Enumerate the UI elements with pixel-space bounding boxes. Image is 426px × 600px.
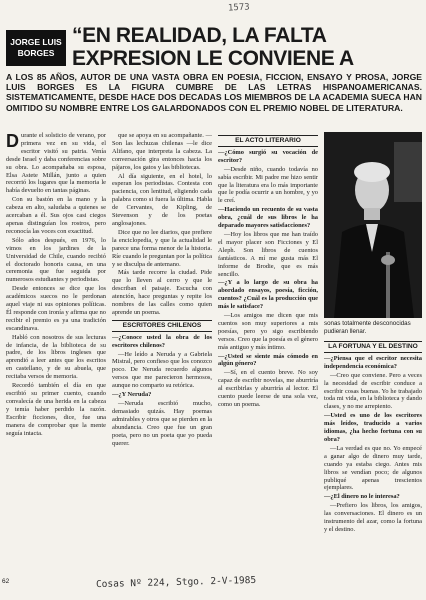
- paragraph: Desde entonces se dice que los académicos suecos no le perdonan aquel viaje ni sus opiniones políticas. Él responde con ironía y afirma que no recibir el premio es ya una tradición escandinava.: [6, 285, 106, 332]
- interview-question: —¿Cómo surgió su vocación de escritor?: [218, 148, 318, 164]
- interview-answer: —Hoy los libros que me han traído el mayor placer son Ficciones y El Aleph. Son libros de cuentos fantásticos. A mí me gusta más El informe de Brodie, que es más sencillo.: [218, 230, 318, 278]
- subhead: A LOS 85 AÑOS, AUTOR DE UNA VASTA OBRA EN POESIA, FICCION, ENSAYO Y PROSA, JORGE LUIS BORGES ES LA FIGURA CUMBRE DE LAS LETRAS HISPANOAMERICANAS. SISTEMATICAMENTE, DESDE HACE DOS DECADAS LOS MIEMBROS DE LA ACADEMIA SUECA HAN OMITIDO SU NOMBRE ENTRE LOS GALARDONADOS CON EL PREMIO NOBEL DE LITERATURA.: [6, 72, 422, 113]
- interview-answer: —Sí, en el cuento breve. No soy capaz de escribir novelas, me aburriría al escribirlas y aburriría al lector. El cuento puede leerse de una sola vez, como un poema.: [218, 369, 318, 408]
- section-label-line2: BORGES: [17, 48, 55, 58]
- paragraph: Recordó también el día en que escribió su primer cuento, cuando convalecía de una herida en la cabeza y temía haber perdido la razón. Escribir ficciones, dice, fue una manera de comprobar que la mente seguía intacta.: [6, 382, 106, 437]
- headline: [72, 24, 426, 70]
- section-label-box: [6, 30, 66, 66]
- archive-stamp: 1573: [227, 2, 250, 14]
- section-heading-fortune-destiny: LA FORTUNA Y EL DESTINO: [324, 341, 422, 353]
- paragraph: Sólo años después, en 1976, lo vimos en los jardines de la Universidad de Chile, cuando recibió el doctorado honoris causa, en una ceremonia que fue seguida por numerosos estudiantes y periodistas.: [6, 236, 106, 284]
- interview-answer: —Creo que conviene. Pero a veces la necesidad de escribir conduce a escribir cosas buenas. Yo he trabajado toda mi vida, en la biblioteca y dando clases, y no me arrepiento.: [324, 371, 422, 411]
- interview-question: —¿Y Neruda?: [112, 391, 152, 399]
- paragraph: Al día siguiente, en el hotel, lo esperan los periodistas. Contesta con paciencia, con lentitud, eligiendo cada palabra como si fuera la última. Habla de Cervantes, de Kipling, de Stevenson y de los poetas anglosajones.: [112, 172, 212, 227]
- interview-question: —¿Y a lo largo de su obra ha abordado ensayos, poesía, ficción, cuentos? ¿Cuál es la producción que más le satisface?: [218, 279, 318, 311]
- paragraph: Dice que no lee diarios, que prefiere la enciclopedia, y que la actualidad le parece una forma menor de la historia. Ríe cuando le preguntan por la política y se disculpa de antemano.: [112, 228, 212, 268]
- headline-line2: EXPRESION LE CONVIENE A: [72, 47, 354, 70]
- borges-portrait-photo: [324, 132, 422, 318]
- interview-question: —¿El dinero no le interesa?: [324, 493, 400, 501]
- interview-question: —¿Usted se siente más cómodo en algún género?: [218, 352, 318, 368]
- paragraph: Más tarde recorre la ciudad. Pide que lo lleven al cerro y que le describan el paisaje. Escucha con atención, hace preguntas y repite los nombres de las calles como quien aprende un poema.: [112, 269, 212, 316]
- handwritten-source-note: Cosas Nº 224, Stgo. 2-V-1985: [95, 574, 257, 591]
- article-column-1: [6, 132, 106, 564]
- paragraph: Habló con nosotros de sus lecturas de infancia, de la biblioteca de su padre, de los libros ingleses que aprendió a leer antes que los escritos en castellano, y de su abuela, que recitaba versos de memoria.: [6, 333, 106, 381]
- interview-answer: —He leído a Neruda y a Gabriela Mistral, pero confieso que los conozco poco. De Neruda recuerdo algunos versos que me parecieron hermosos, aunque no comparto su retórica.: [112, 350, 212, 390]
- interview-question: —Haciendo un recuento de su vasta obra, ¿cuál de sus libros le ha deparado mayores satisfacciones?: [218, 206, 318, 230]
- interview-answer: —Los amigos me dicen que mis cuentos son muy superiores a mis poesías, pero yo sigo escribiendo versos. Creo que la poesía es el género más antiguo y más íntimo.: [218, 312, 318, 351]
- section-heading-literary-act: EL ACTO LITERARIO: [218, 135, 318, 147]
- article-column-2: [112, 132, 212, 572]
- paragraph: que se apoya en su acompañante. —Son las lechuzas chilenas —le dice Alifano, que interpreta la cabeza. La conversación gira entonces hacia los pájaros, los gatos y las bibliotecas.: [112, 132, 212, 171]
- headline-line1: “EN REALIDAD, LA FALTA: [72, 24, 327, 47]
- photo-caption: sonas totalmente desconocidas pudieran llenar.: [324, 320, 411, 335]
- interview-answer: —Desde niño, cuando todavía no sabía escribir. Mi padre me hizo sentir que la literatura era lo más importante que le podía ocurrir a un hombre, y yo le creí.: [218, 165, 318, 205]
- interview-answer: —Neruda escribió mucho, demasiado quizás. Hay poemas admirables y otros que se pierden en la abundancia. Creo que fue un gran poeta, pero no un poeta que yo pueda querer.: [112, 400, 212, 447]
- interview-question: —¿Piensa que el escritor necesita independencia económica?: [324, 354, 422, 370]
- portrait-image: [324, 132, 422, 318]
- article-column-3: [218, 132, 318, 572]
- paragraph: Con su bastón en la mano y la cabeza en alto, saludaba a quienes se acercaban a él. Sus ojos casi ciegos apenas distinguían los rostros, pero reconocía las voces con exactitud.: [6, 196, 106, 235]
- interview-answer: —Prefiero los libros, los amigos, las conversaciones. El dinero es un instrumento del azar, como la fortuna y el destino.: [324, 502, 422, 533]
- interview-question: —¿Conoce usted la obra de los escritores chilenos?: [112, 333, 212, 349]
- interview-question: —Usted es uno de los escritores más leídos, traducido a varios idiomas, ¿ha hecho fortuna con su obra?: [324, 412, 422, 443]
- interview-answer: —La verdad es que no. Yo empecé a ganar algo de dinero muy tarde, cuando ya estaba ciego. Antes mis libros se vendían poco; de algunos publiqué apenas trescientos ejemplares.: [324, 444, 422, 492]
- paragraph: urante el solsticio de verano, por primera vez en su vida, el escritor visitó su patria. Venía desde Israel y daba conferencias sobre su obra. Lo acompañaba su esposa, Elsa Astete Millán, junto a quien recorrió los lugares que la memoria le había devuelto en tantas páginas.: [6, 132, 106, 195]
- page-number: 62: [2, 578, 10, 585]
- article-column-4: [324, 338, 422, 574]
- section-heading-chilean-writers: ESCRITORES CHILENOS: [112, 320, 212, 332]
- drop-cap: D: [6, 132, 19, 151]
- section-label-line1: JORGE LUIS: [10, 37, 62, 47]
